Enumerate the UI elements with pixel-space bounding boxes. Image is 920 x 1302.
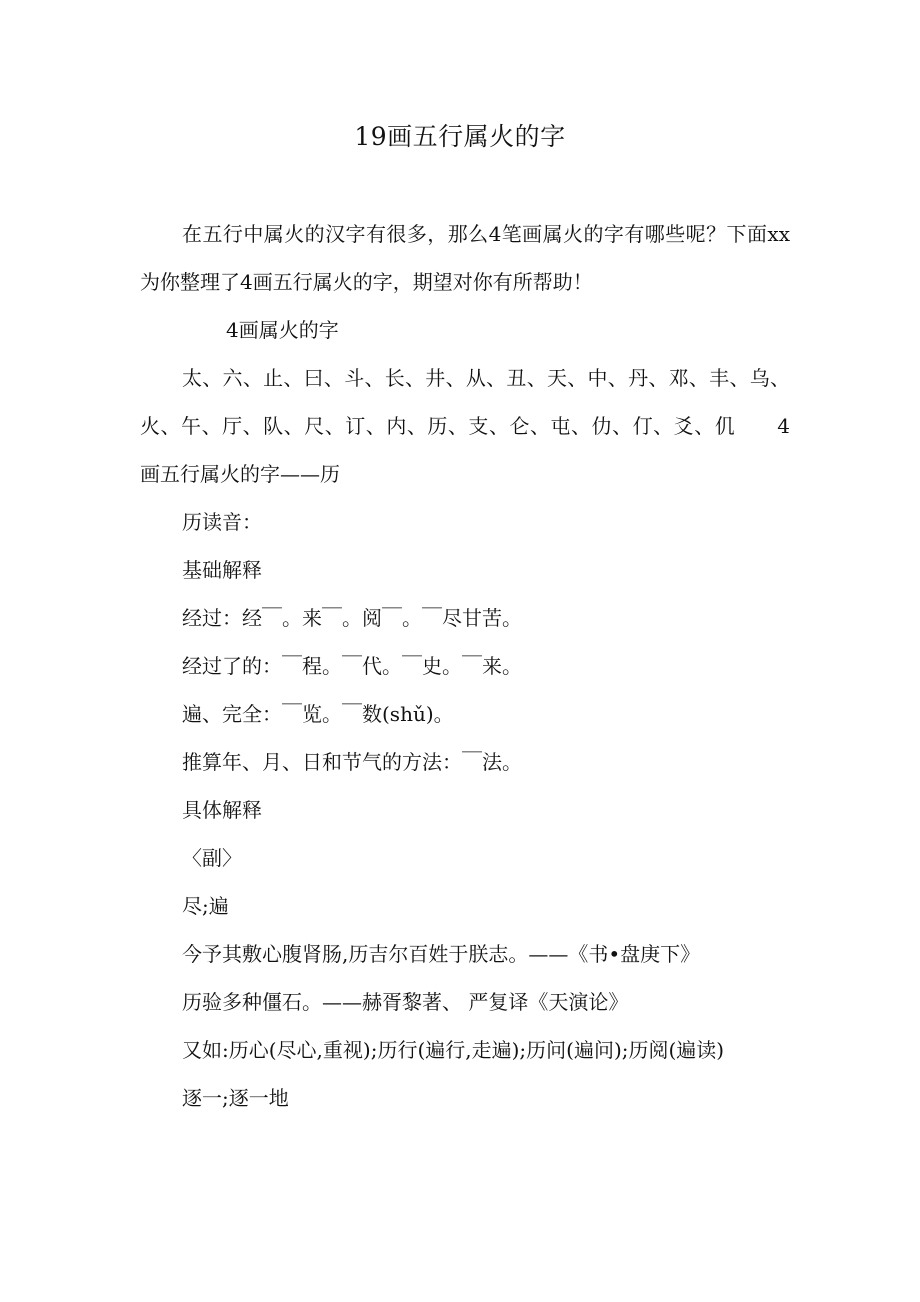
char-heading: 4画五行属火的字——历 [140, 414, 790, 486]
document-body [140, 210, 790, 1122]
detailed-explanation-heading: 具体解释 [182, 798, 262, 822]
example-3: 又如:历心(尽心,重视);历行(遍行,走遍);历问(遍问);历阅(遍读) [182, 1038, 725, 1062]
example-1: 今予其敷心腹肾肠,历吉尔百姓于朕志。——《书•盘庚下》 [182, 942, 701, 966]
basic-meaning-1: 经过：经￣。来￣。阅￣。￣尽甘苦。 [182, 606, 522, 630]
example-2: 历验多种僵石。——赫胥黎著、 严复译《天演论》 [182, 990, 629, 1014]
basic-meaning-2: 经过了的：￣程。￣代。￣史。￣来。 [182, 654, 522, 678]
section-heading: 4画属火的字 [226, 318, 339, 342]
basic-explanation-heading: 基础解释 [182, 558, 262, 582]
sense-1: 尽;遍 [182, 894, 229, 918]
basic-meaning-3: 遍、完全：￣览。￣数(shǔ)。 [182, 702, 454, 726]
part-of-speech-tag: 〈副〉 [182, 846, 242, 870]
character-list: 太、六、止、曰、斗、长、井、从、丑、天、中、丹、邓、丰、乌、火、午、厅、队、尺、订、内、历、支、仑、屯、仂、仃、爻、仉 [140, 366, 790, 438]
basic-meaning-4: 推算年、月、日和节气的方法：￣法。 [182, 750, 522, 774]
pronunciation-label: 历读音： [182, 510, 262, 534]
page-title: 19画五行属火的字 [354, 122, 566, 151]
intro-paragraph: 在五行中属火的汉字有很多，那么4笔画属火的字有哪些呢？下面xx为你整理了4画五行属火的字，期望对你有所帮助！ [140, 222, 790, 294]
character-list-paragraph [140, 354, 790, 498]
sense-2: 逐一;逐一地 [182, 1086, 289, 1110]
